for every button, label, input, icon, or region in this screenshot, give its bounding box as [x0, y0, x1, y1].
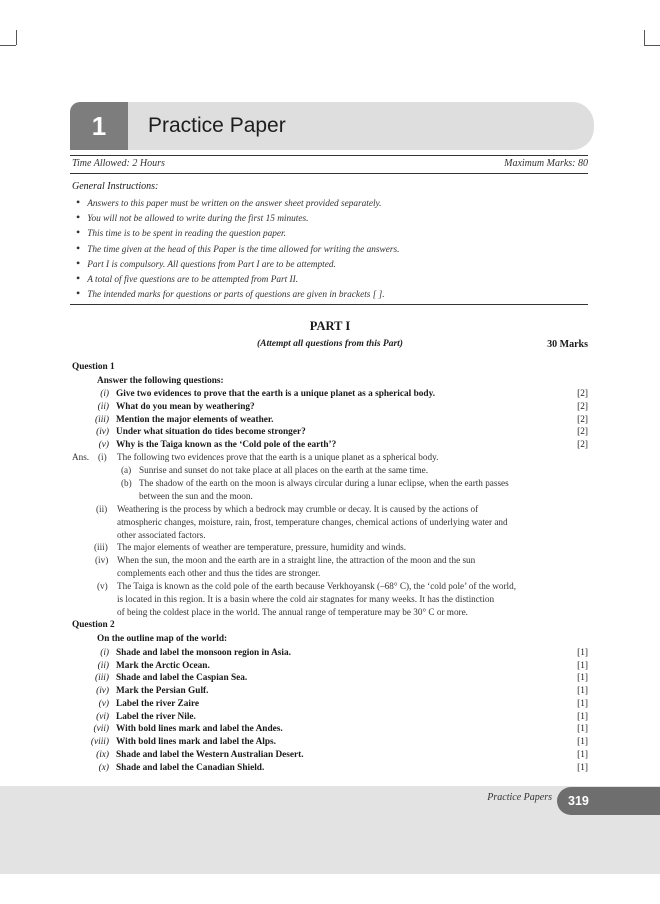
answer-text: of being the coldest place in the world. The annual range of temperature may be 30° C or more. — [117, 607, 468, 617]
item-number: (ii) — [97, 402, 109, 412]
answer-text: Sunrise and sunset do not take place at all places on the earth at the same time. — [139, 465, 429, 475]
item-text: Label the river Nile. — [116, 712, 196, 722]
item-text: Under what situation do tides become stronger? — [116, 427, 306, 437]
maximum-marks: Maximum Marks: 80 — [504, 158, 588, 169]
item-marks: [1] — [577, 712, 588, 722]
question-item — [0, 647, 660, 660]
item-marks: [1] — [577, 661, 588, 671]
question-item — [0, 736, 660, 749]
answer-label: Ans. — [72, 452, 90, 462]
item-number: (x) — [98, 763, 109, 773]
item-number: (v) — [98, 699, 109, 709]
answer-text: When the sun, the moon and the earth are in a straight line, the attraction of the moon and the sun — [117, 555, 476, 565]
item-number: (iv) — [96, 427, 109, 437]
item-marks: [2] — [577, 389, 588, 399]
question-item — [0, 698, 660, 711]
answer-number: (iv) — [95, 555, 109, 565]
part-subtitle: (Attempt all questions from this Part) — [257, 339, 403, 349]
item-number: (ix) — [96, 750, 109, 760]
item-marks: [2] — [577, 427, 588, 437]
paper-number: 1 — [70, 102, 128, 150]
item-text: Label the river Zaire — [116, 699, 200, 709]
instruction-item: • The intended marks for questions or parts of questions are given in brackets [ ]. — [76, 286, 399, 301]
question-item — [0, 388, 660, 401]
answer-number: (b) — [121, 478, 132, 488]
item-text: Mark the Persian Gulf. — [116, 686, 209, 696]
divider — [70, 155, 588, 156]
instruction-item: • Answers to this paper must be written on the answer sheet provided separately. — [76, 195, 399, 210]
answer-text: atmospheric changes, moisture, rain, frost, temperature changes, chemical actions of underlying water and — [117, 517, 508, 527]
item-text: Shade and label the monsoon region in Asia. — [116, 648, 291, 658]
item-text: Shade and label the Canadian Shield. — [116, 763, 265, 773]
answer-text: The Taiga is known as the cold pole of the earth because Verkhoyansk (–68° C), the ‘cold pole’ of the world, — [117, 581, 516, 591]
question-item — [0, 711, 660, 724]
item-marks: [2] — [577, 415, 588, 425]
item-number: (iii) — [95, 673, 109, 683]
answer-text: The following two evidences prove that the earth is a unique planet as a spherical body. — [117, 452, 439, 462]
item-number: (viii) — [90, 737, 109, 747]
question-item — [0, 685, 660, 698]
part-title: PART I — [309, 319, 351, 333]
instruction-item: • Part I is compulsory. All questions from Part I are to be attempted. — [76, 256, 399, 271]
item-text: Shade and label the Western Australian Desert. — [116, 750, 304, 760]
question-item — [0, 426, 660, 439]
answer-text: Weathering is the process by which a bedrock may crumble or decay. It is caused by the actions of — [117, 504, 479, 514]
question-item — [0, 762, 660, 775]
item-number: (i) — [100, 389, 109, 399]
question-item — [0, 660, 660, 673]
item-marks: [1] — [577, 686, 588, 696]
answer-text: complements each other and thus the tides are stronger. — [117, 568, 321, 578]
item-number: (iii) — [95, 415, 109, 425]
answer-text: is located in this region. It is a basin where the cold air stagnates for many weeks. It has the distinction — [117, 594, 495, 604]
answer-number: (iii) — [94, 542, 108, 552]
item-number: (ii) — [97, 661, 109, 671]
crop-mark — [16, 30, 17, 45]
question-1-instruction: Answer the following questions: — [97, 376, 224, 386]
question-item — [0, 414, 660, 427]
item-text: Mark the Arctic Ocean. — [116, 661, 210, 671]
question-1-heading: Question 1 — [72, 362, 115, 372]
instruction-item: • This time is to be spent in reading the question paper. — [76, 225, 399, 240]
item-marks: [2] — [577, 402, 588, 412]
item-marks: [1] — [577, 724, 588, 734]
divider — [70, 304, 588, 305]
item-text: Why is the Taiga known as the ‘Cold pole of the earth’? — [116, 440, 337, 450]
item-number: (i) — [100, 648, 109, 658]
question-2-instruction: On the outline map of the world: — [97, 634, 228, 644]
crop-mark — [644, 45, 660, 46]
item-text: What do you mean by weathering? — [116, 402, 255, 412]
instruction-item: • You will not be allowed to write during the first 15 minutes. — [76, 210, 399, 225]
instructions-title: General Instructions: — [72, 181, 159, 192]
answer-number: (ii) — [96, 504, 108, 514]
divider — [70, 173, 588, 174]
item-marks: [1] — [577, 673, 588, 683]
part-marks: 30 Marks — [547, 339, 588, 350]
question-item — [0, 723, 660, 736]
answer-number: (a) — [121, 465, 132, 475]
time-allowed: Time Allowed: 2 Hours — [72, 158, 165, 169]
crop-mark — [644, 30, 645, 45]
item-text: With bold lines mark and label the Alps. — [116, 737, 276, 747]
item-text: Mention the major elements of weather. — [116, 415, 274, 425]
page-title: Practice Paper — [148, 114, 286, 137]
answer-number: (v) — [97, 581, 108, 591]
item-marks: [1] — [577, 737, 588, 747]
page-number: 319 — [568, 794, 589, 808]
item-marks: [2] — [577, 440, 588, 450]
item-marks: [1] — [577, 648, 588, 658]
question-item — [0, 672, 660, 685]
instruction-item: • The time given at the head of this Paper is the time allowed for writing the answers. — [76, 241, 399, 256]
item-number: (v) — [98, 440, 109, 450]
item-number: (vi) — [96, 712, 109, 722]
answer-number: (i) — [98, 452, 107, 462]
question-item — [0, 439, 660, 452]
question-item — [0, 401, 660, 414]
question-2-heading: Question 2 — [72, 620, 115, 630]
item-marks: [1] — [577, 763, 588, 773]
answer-text: The shadow of the earth on the moon is always circular during a lunar eclipse, when the earth passes — [139, 478, 509, 488]
answer-text: other associated factors. — [117, 530, 206, 540]
footer-label: Practice Papers — [487, 792, 552, 803]
item-text: Give two evidences to prove that the earth is a unique planet as a spherical body. — [116, 389, 436, 399]
item-number: (iv) — [96, 686, 109, 696]
item-text: Shade and label the Caspian Sea. — [116, 673, 248, 683]
answer-text: between the sun and the moon. — [139, 491, 253, 501]
instructions-list — [76, 195, 399, 301]
item-number: (vii) — [93, 724, 109, 734]
item-text: With bold lines mark and label the Andes. — [116, 724, 283, 734]
item-marks: [1] — [577, 699, 588, 709]
page-number-tab — [557, 787, 660, 815]
instruction-item: • A total of five questions are to be attempted from Part II. — [76, 271, 399, 286]
question-item — [0, 749, 660, 762]
answer-text: The major elements of weather are temperature, pressure, humidity and winds. — [117, 542, 407, 552]
crop-mark — [0, 45, 16, 46]
item-marks: [1] — [577, 750, 588, 760]
